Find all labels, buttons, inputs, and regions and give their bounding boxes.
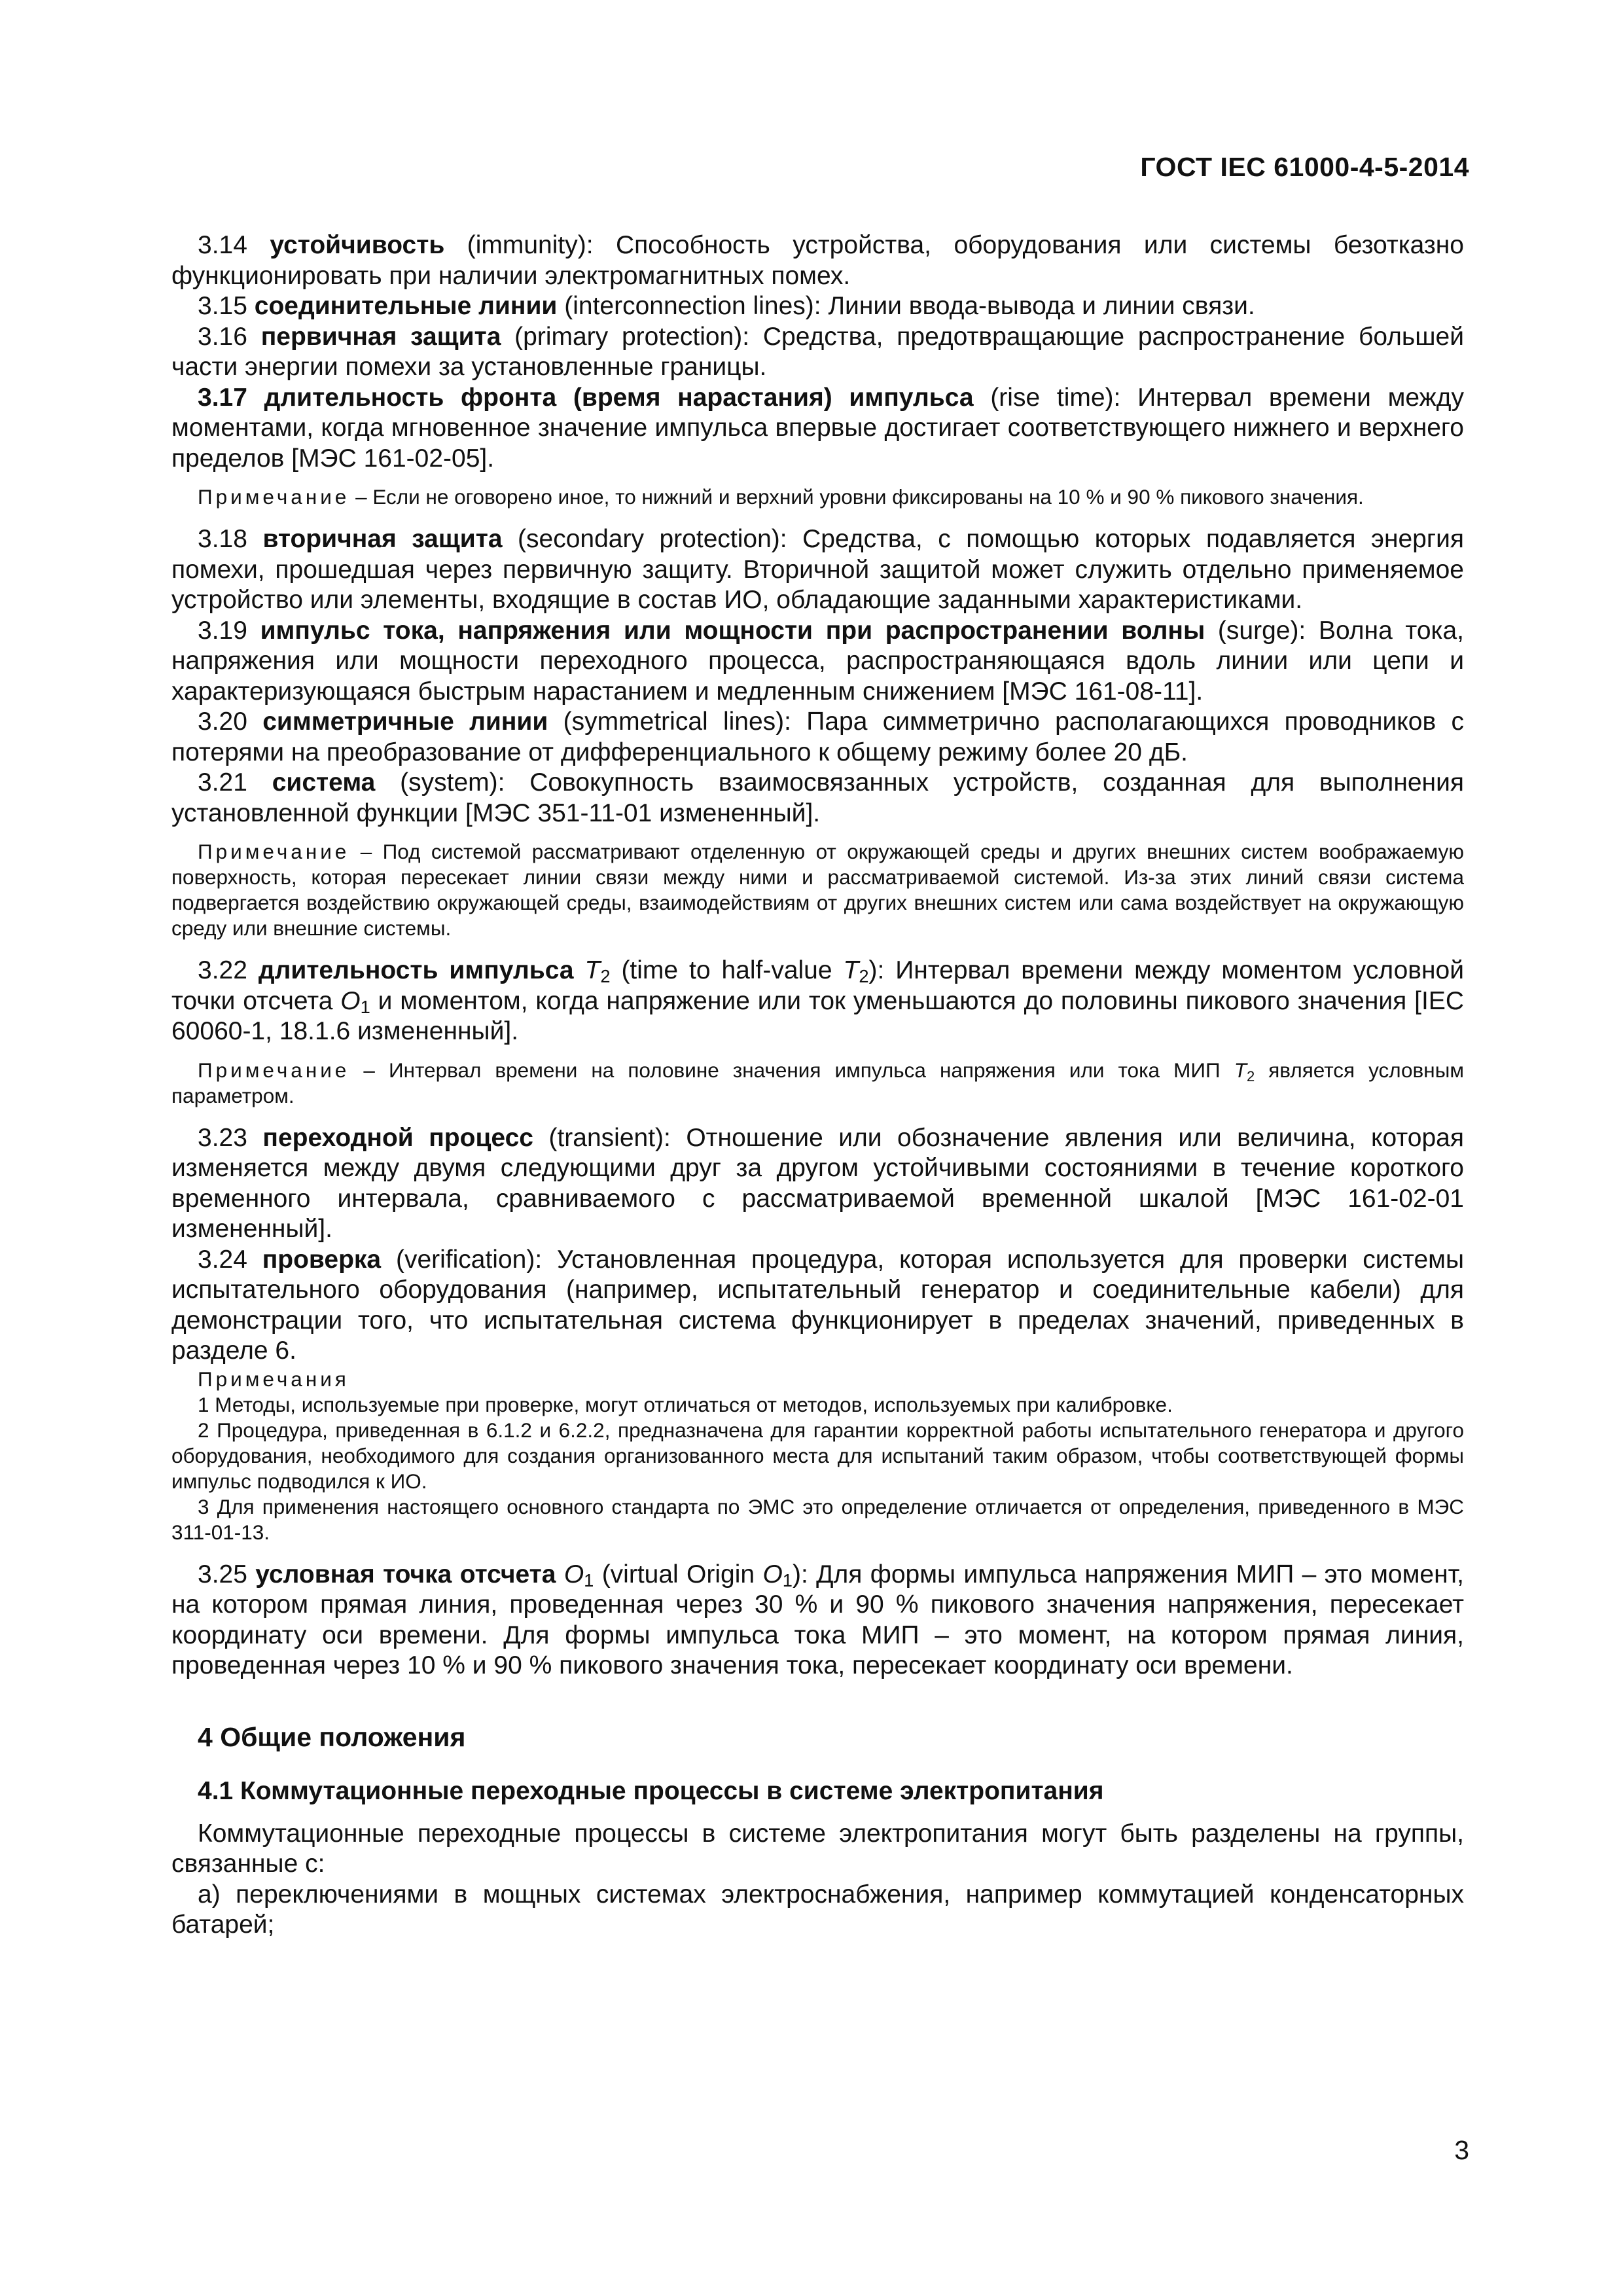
note-3-24-2: 2 Процедура, приведенная в 6.1.2 и 6.2.2, предназначена для гарантии корректной работы испытательного генератора и другого оборудования, необходимого для создания организованного места для испытаний таким образом, чтобы соответствующей формы импульс подводился к ИО. <box>171 1418 1464 1493</box>
note-3-24-3: 3 Для применения настоящего основного стандарта по ЭМС это определение отличается от определения, приведенного в МЭС 311-01-13. <box>171 1494 1464 1544</box>
section-4-1-item-a: а) переключениями в мощных системах электроснабжения, например коммутацией конденсаторных батарей; <box>171 1880 1464 1939</box>
term-3-17: 3.17 длительность фронта (время нарастания) импульса (rise time): Интервал времени между моментами, когда мгновенное значение импульса впервые достигает соответствующего нижнего и верхнего пределов [МЭС 161-02-05]. <box>171 383 1464 473</box>
term-3-20: 3.20 симметричные линии (symmetrical lines): Пара симметрично располагающихся проводников с потерями на преобразование от дифференциального к общему режиму более 20 дБ. <box>171 708 1464 766</box>
subsection-4-1-heading: 4.1 Коммутационные переходные процессы в системе электропитания <box>198 1776 1104 1805</box>
notes-heading-3-24: Примечания <box>198 1367 349 1391</box>
page-number: 3 <box>1454 2135 1469 2165</box>
term-3-21: 3.21 система (system): Совокупность взаимосвязанных устройств, созданная для выполнения установленной функции [МЭС 351-11-01 измененный]. <box>171 768 1464 827</box>
term-3-14: 3.14 устойчивость (immunity): Способность устройства, оборудования или системы безотказно функционировать при наличии электромагнитных помех. <box>171 231 1464 290</box>
term-3-24: 3.24 проверка (verification): Установленная процедура, которая используется для проверки системы испытательного оборудования (например, испытательный генератор и соединительные кабели) для демонстрации того, что испытательная система функционирует в пределах значений, приведенных в разделе 6. <box>171 1245 1464 1365</box>
document-code-header: ГОСТ IEC 61000-4-5-2014 <box>1140 152 1469 182</box>
term-3-25: 3.25 условная точка отсчета $O_1$ (virtual Origin $O_1$): Для формы импульса напряжения МИП – это момент, на котором прямая линия, проведенная через 30 % и 90 % пикового значения напряжения, пересекает координату оси времени. Для формы импульса тока МИП – это момент, на котором прямая линия, проведенная через 10 % и 90 % пикового значения тока, пересекает координату оси времени. <box>171 1560 1465 1679</box>
term-3-19: 3.19 импульс тока, напряжения или мощности при распространении волны (surge): Волна тока, напряжения или мощности переходного процесса, распространяющаяся вдоль линии или цепи и характеризующаяся быстрым нарастанием и медленным снижением [МЭС 161-08-11]. <box>171 616 1464 706</box>
term-3-22: 3.22 длительность импульса $T_2$ (time to half-value $T_2$): Интервал времени между моментом условной точки отсчета $O_1$ и моментом, когда напряжение или ток уменьшаются до половины пикового значения [IEC 60060-1, 18.1.6 измененный]. <box>171 956 1464 1045</box>
section-4-heading: 4 Общие положения <box>198 1721 466 1752</box>
term-3-23: 3.23 переходной процесс (transient): Отношение или обозначение явления или величина, которая изменяется между двумя следующими друг за другом устойчивыми состояниями в течение короткого временного интервала, сравниваемого с рассматриваемой временной шкалой [МЭС 161-02-01 измененный]. <box>171 1123 1464 1243</box>
note-3-17: Примечание – Если не оговорено иное, то нижний и верхний уровни фиксированы на 10 % и 90 % пикового значения. <box>198 485 1364 509</box>
note-3-21: Примечание – Под системой рассматривают отделенную от окружающей среды и других внешних систем воображаемую поверхность, которая пересекает линии связи между ними и рассматриваемой системой. Из-за этих линий связи система подвергается воздействию окружающей среды, взаимодействиям от других внешних систем или сама воздействует на окружающую среду или внешние системы. <box>171 840 1464 940</box>
term-3-15: 3.15 соединительные линии (interconnection lines): Линии ввода-вывода и линии связи. <box>198 292 1255 320</box>
section-4-1-paragraph: Коммутационные переходные процессы в системе электропитания могут быть разделены на группы, связанные с: <box>171 1819 1464 1878</box>
note-3-22: Примечание – Интервал времени на половине значения импульса напряжения или тока МИП $T_2$ является условным параметром. <box>171 1058 1464 1107</box>
page-content <box>171 230 1464 1941</box>
term-3-18: 3.18 вторичная защита (secondary protection): Средства, с помощью которых подавляется энергия помехи, прошедшая через первичную защиту. Вторичной защитой может служить отдельно применяемое устройство или элементы, входящие в состав ИО, обладающие заданными характеристиками. <box>171 525 1464 614</box>
term-3-16: 3.16 первичная защита (primary protection): Средства, предотвращающие распространение большей части энергии помехи за установленные границы. <box>171 322 1464 381</box>
note-3-24-1: 1 Методы, используемые при проверке, могут отличаться от методов, используемых при калибровке. <box>198 1392 1173 1416</box>
